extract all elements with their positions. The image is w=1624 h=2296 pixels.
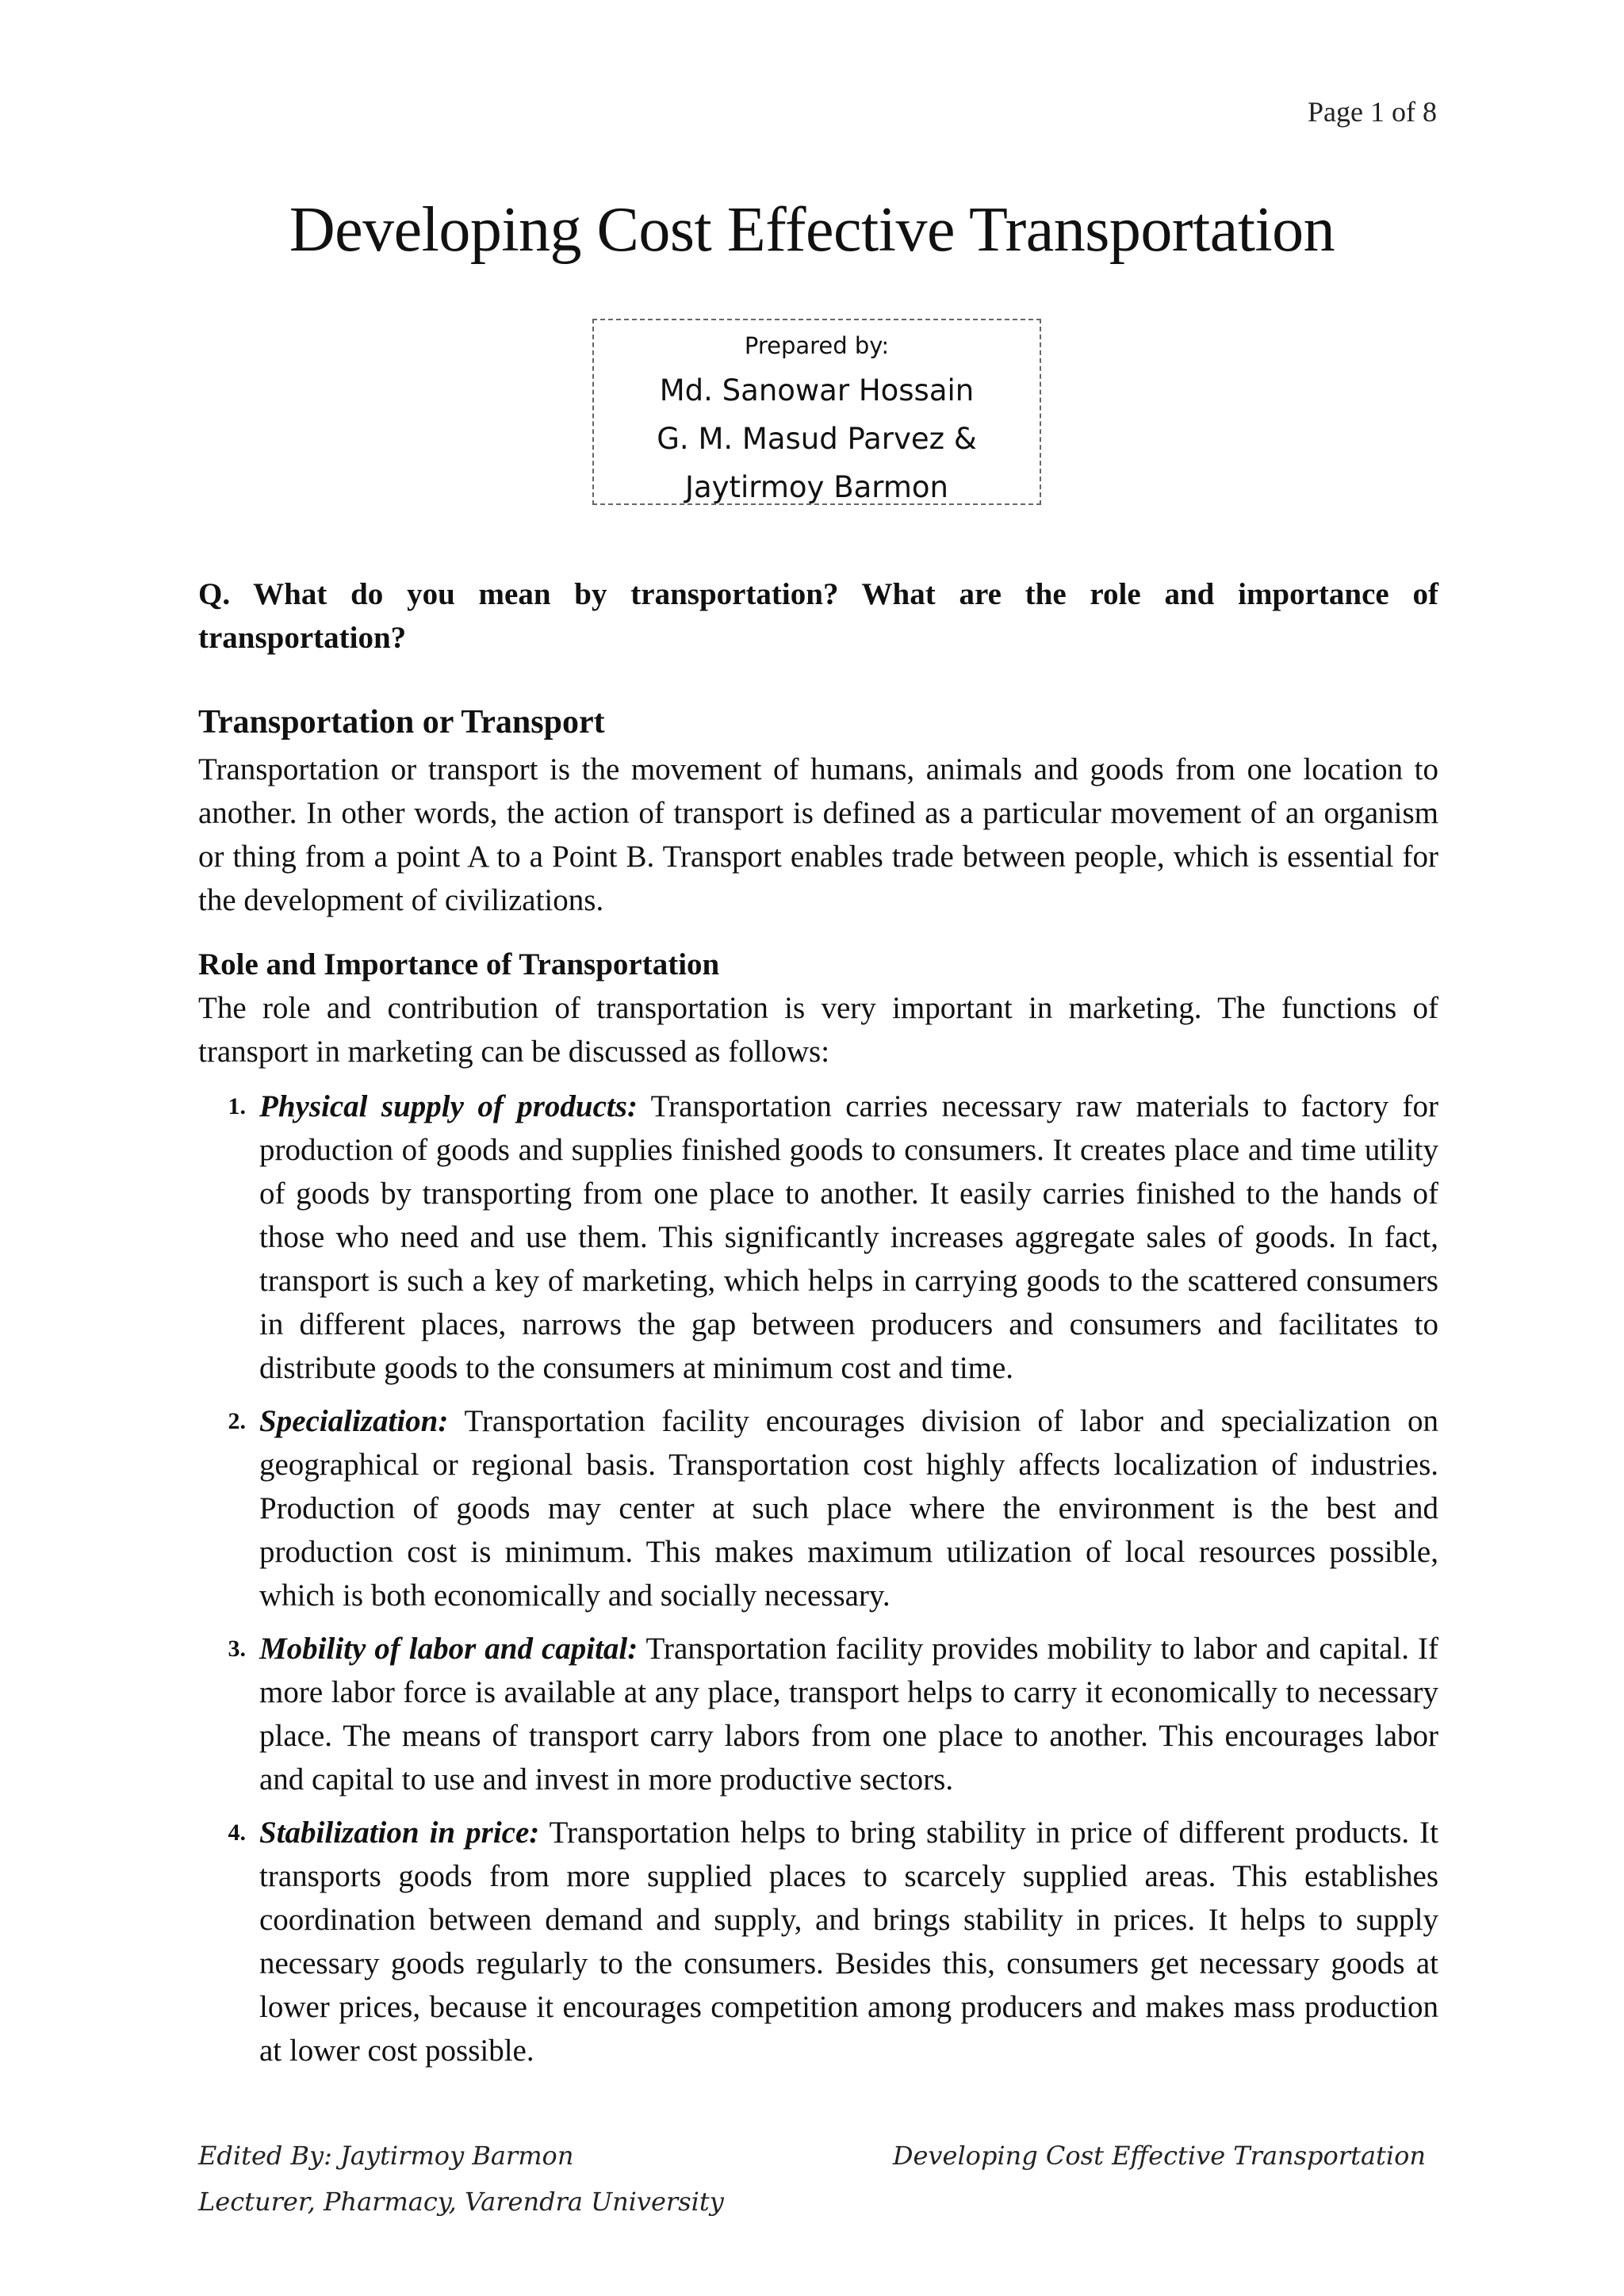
author-name: Md. Sanowar Hossain bbox=[659, 373, 975, 408]
section-heading: Transportation or Transport bbox=[198, 704, 605, 740]
page-footer bbox=[198, 2133, 1426, 2225]
question-heading: Q. What do you mean by transportation? What are the role and importance of transportation? bbox=[198, 577, 1438, 655]
author-name: G. M. Masud Parvez & bbox=[657, 422, 977, 456]
paragraph: The role and contribution of transportation is very important in marketing. The functions of transport in marketing can be discussed as follows: bbox=[198, 991, 1438, 1069]
list-term: Physical supply of products: bbox=[259, 1089, 638, 1123]
list-item bbox=[198, 1627, 1438, 1801]
author-name: Jaytirmoy Barmon bbox=[685, 470, 948, 504]
prepared-by-box bbox=[592, 319, 1041, 505]
page-number: Page 1 of 8 bbox=[1308, 96, 1437, 128]
list-term: Mobility of labor and capital: bbox=[259, 1632, 638, 1666]
list-text: Transportation helps to bring stability in price of different products. It transports goods from more supplied places to scarcely supplied areas. This establishes coordination between demand and supply, and brings stability in prices. It helps to supply necessary goods regularly to the consumers. Besides this, consumers get necessary goods at lower prices, because it encourages competition among producers and makes mass production at lower cost possible. bbox=[259, 1816, 1438, 2068]
list-number: 2. bbox=[228, 1408, 246, 1434]
paragraph: Transportation or transport is the movement of humans, animals and goods from one location to another. In other words, the action of transport is defined as a particular movement of an organism or thing from a point A to a Point B. Transport enables trade between people, which is essential for the development of civilizations. bbox=[198, 752, 1438, 917]
subsection-heading: Role and Importance of Transportation bbox=[198, 947, 720, 982]
prepared-by-label: Prepared by: bbox=[744, 332, 890, 359]
list-item bbox=[198, 1399, 1438, 1617]
list-text: Transportation facility provides mobility to labor and capital. If more labor force is available at any place, transport helps to carry it economically to necessary place. The means of transport carry labors from one place to another. This encourages labor and capital to use and invest in more productive sectors. bbox=[259, 1632, 1439, 1797]
list-item bbox=[198, 1085, 1438, 1390]
footer-doc-title: Developing Cost Effective Transportation bbox=[892, 2141, 1426, 2171]
document-title: Developing Cost Effective Transportation bbox=[289, 195, 1335, 265]
footer-editor bbox=[198, 2133, 724, 2225]
document-body bbox=[198, 572, 1438, 2082]
numbered-list bbox=[198, 1085, 1438, 2072]
author-list bbox=[594, 366, 1040, 511]
footer-edited-by: Edited By: Jaytirmoy Barmon bbox=[198, 2141, 574, 2171]
list-number: 4. bbox=[228, 1820, 246, 1846]
list-term: Stabilization in price: bbox=[259, 1816, 540, 1850]
footer-affiliation: Lecturer, Pharmacy, Varendra University bbox=[198, 2187, 724, 2217]
list-number: 1. bbox=[228, 1093, 246, 1119]
list-number: 3. bbox=[228, 1636, 246, 1662]
list-term: Specialization: bbox=[259, 1404, 449, 1438]
list-item bbox=[198, 1811, 1438, 2072]
list-text: Transportation facility encourages division of labor and specialization on geographical or regional basis. Transportation cost highly affects localization of industries. Production of goods may center at such place where the environment is the best and production cost is minimum. This makes maximum utilization of local resources possible, which is both economically and socially necessary. bbox=[259, 1404, 1438, 1613]
list-text: Transportation carries necessary raw materials to factory for production of goods and supplies finished goods to consumers. It creates place and time utility of goods by transporting from one place to another. It easily carries finished to the hands of those who need and use them. This significantly increases aggregate sales of goods. In fact, transport is such a key of marketing, which helps in carrying goods to the scattered consumers in different places, narrows the gap between producers and consumers and facilitates to distribute goods to the consumers at minimum cost and time. bbox=[259, 1089, 1438, 1385]
